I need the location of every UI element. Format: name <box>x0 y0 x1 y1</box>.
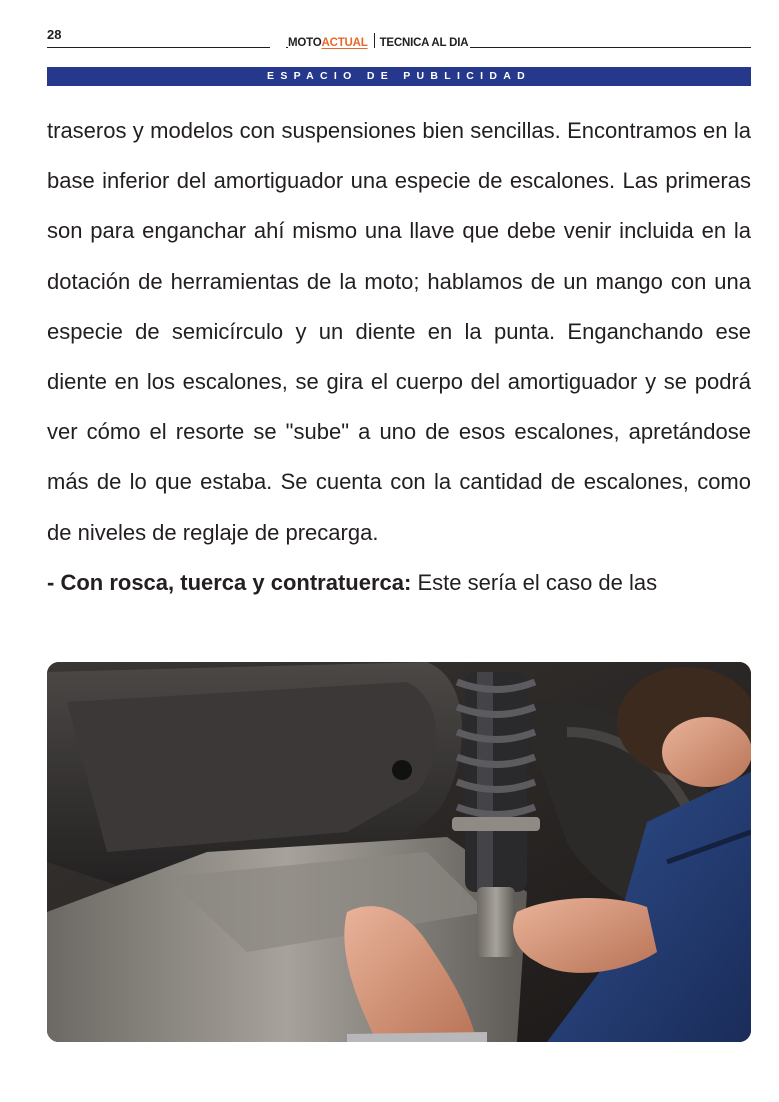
shock-body-shape <box>465 672 527 892</box>
masthead-brand-actual: ACTUAL <box>321 37 368 49</box>
article-photo <box>47 662 751 1042</box>
masthead <box>288 33 470 49</box>
masthead-brand-moto: MOTO <box>288 37 322 49</box>
article-body <box>47 106 751 608</box>
masthead-separator <box>374 33 375 48</box>
article-paragraph-2 <box>47 558 751 608</box>
paragraph-text: Este sería el caso de las <box>411 569 658 595</box>
paragraph-lead: - Con rosca, tuerca y contratuerca: <box>47 569 412 595</box>
article-paragraph: traseros y modelos con suspensiones bien sencillas. Encontramos en la base inferior del amortiguador una especie de escalones. Las primeras son para enganchar ahí mismo una llave que debe venir incluida en la dotación de herramientas de la moto; hablamos de un mango con una especie de semicírculo y un diente en la punta. Enganchando ese diente en los escalones, se gira el cuerpo del amortiguador y se podrá ver cómo el resorte se "sube" a uno de esos escalones, apretándose más de lo que estaba. Se cuenta con la cantidad de escalones, como de niveles de reglaje de precarga. <box>47 118 751 545</box>
masthead-section: TECNICA AL DIA <box>379 37 469 49</box>
ad-band: ESPACIO DE PUBLICIDAD <box>47 67 751 86</box>
page-number: 28 <box>47 27 62 42</box>
header-rule-gap <box>270 44 286 50</box>
